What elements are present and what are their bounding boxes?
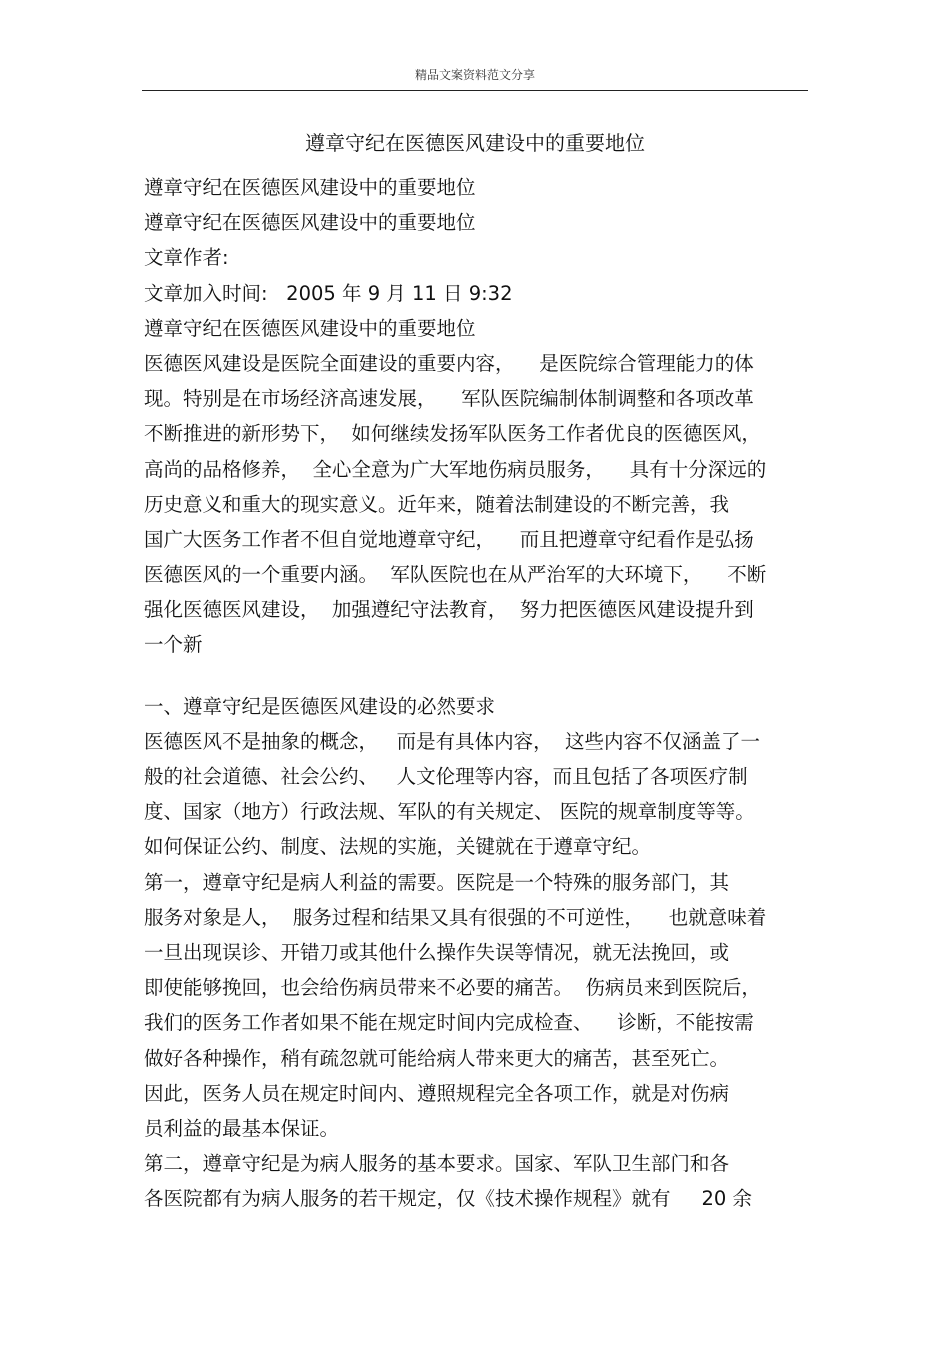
text-line: 各医院都有为病人服务的若干规定，仅《技术操作规程》就有 20 余 <box>144 1187 753 1211</box>
text-line: 即使能够挽回，也会给伤病员带来不必要的痛苦。 伤病员来到医院后， <box>144 976 761 1000</box>
text-line: 因此，医务人员在规定时间内、遵照规程完全各项工作，就是对伤病 <box>144 1081 730 1105</box>
text-line: 医德医风的一个重要内涵。 军队医院也在从严治军的大环境下， 不断 <box>144 563 767 587</box>
text-line: 不断推进的新形势下， 如何继续发扬军队医务工作者优良的医德医风， <box>144 422 761 446</box>
text-line: 遵章守纪在医德医风建设中的重要地位 <box>144 211 476 235</box>
page-header: 精品文案资料范文分享 <box>414 68 535 82</box>
text-line: 现。特别是在市场经济高速发展， 军队医院编制体制调整和各项改革 <box>144 387 754 411</box>
text-line: 历史意义和重大的现实意义。近年来，随着法制建设的不断完善，我 <box>144 492 730 516</box>
text-line: 国广大医务工作者不但自觉地遵章守纪， 而且把遵章守纪看作是弘扬 <box>144 527 754 551</box>
text-line: 度、国家（地方）行政法规、军队的有关规定、 医院的规章制度等等。 <box>144 800 755 824</box>
text-line: 医德医风不是抽象的概念， 而是有具体内容， 这些内容不仅涵盖了一 <box>144 729 760 753</box>
document-title: 遵章守纪在医德医风建设中的重要地位 <box>305 131 645 155</box>
text-line: 做好各种操作，稍有疏忽就可能给病人带来更大的痛苦，甚至死亡。 <box>144 1046 730 1070</box>
text-line: 般的社会道德、社会公约、 人文伦理等内容，而且包括了各项医疗制 <box>144 765 748 788</box>
text-line: 员利益的最基本保证。 <box>144 1116 340 1140</box>
text-line: 强化医德医风建设， 加强遵纪守法教育， 努力把医德医风建设提升到 <box>144 598 754 622</box>
paragraph-gap <box>144 663 816 689</box>
text-line: 医德医风建设是医院全面建设的重要内容， 是医院综合管理能力的体 <box>144 351 754 375</box>
text-line: 一旦出现误诊、开错刀或其他什么操作失误等情况，就无法挽回，或 <box>144 940 730 964</box>
text-line: 高尚的品格修养， 全心全意为广大军地伤病员服务， 具有十分深远的 <box>144 457 767 481</box>
text-line: 遵章守纪在医德医风建设中的重要地位 <box>144 176 476 199</box>
text-line: 如何保证公约、制度、法规的实施，关键就在于遵章守纪。 <box>144 835 652 859</box>
date-line: 文章加入时间: 2005 年 9 月 11 日 9:32 <box>144 281 513 305</box>
header-divider <box>142 90 808 91</box>
section-heading: 一、遵章守纪是医德医风建设的必然要求 <box>144 694 496 718</box>
text-line: 第二，遵章守纪是为病人服务的基本要求。国家、军队卫生部门和各 <box>144 1152 730 1176</box>
text-line: 一个新 <box>144 633 203 657</box>
document-body <box>144 170 816 1216</box>
text-line: 服务对象是人， 服务过程和结果又具有很强的不可逆性， 也就意味着 <box>144 905 767 929</box>
text-line: 遵章守纪在医德医风建设中的重要地位 <box>144 316 476 340</box>
text-line: 我们的医务工作者如果不能在规定时间内完成检查、 诊断，不能按需 <box>144 1011 754 1035</box>
text-line: 第一，遵章守纪是病人利益的需要。医院是一个特殊的服务部门，其 <box>144 870 730 894</box>
author-line: 文章作者: <box>144 246 229 270</box>
